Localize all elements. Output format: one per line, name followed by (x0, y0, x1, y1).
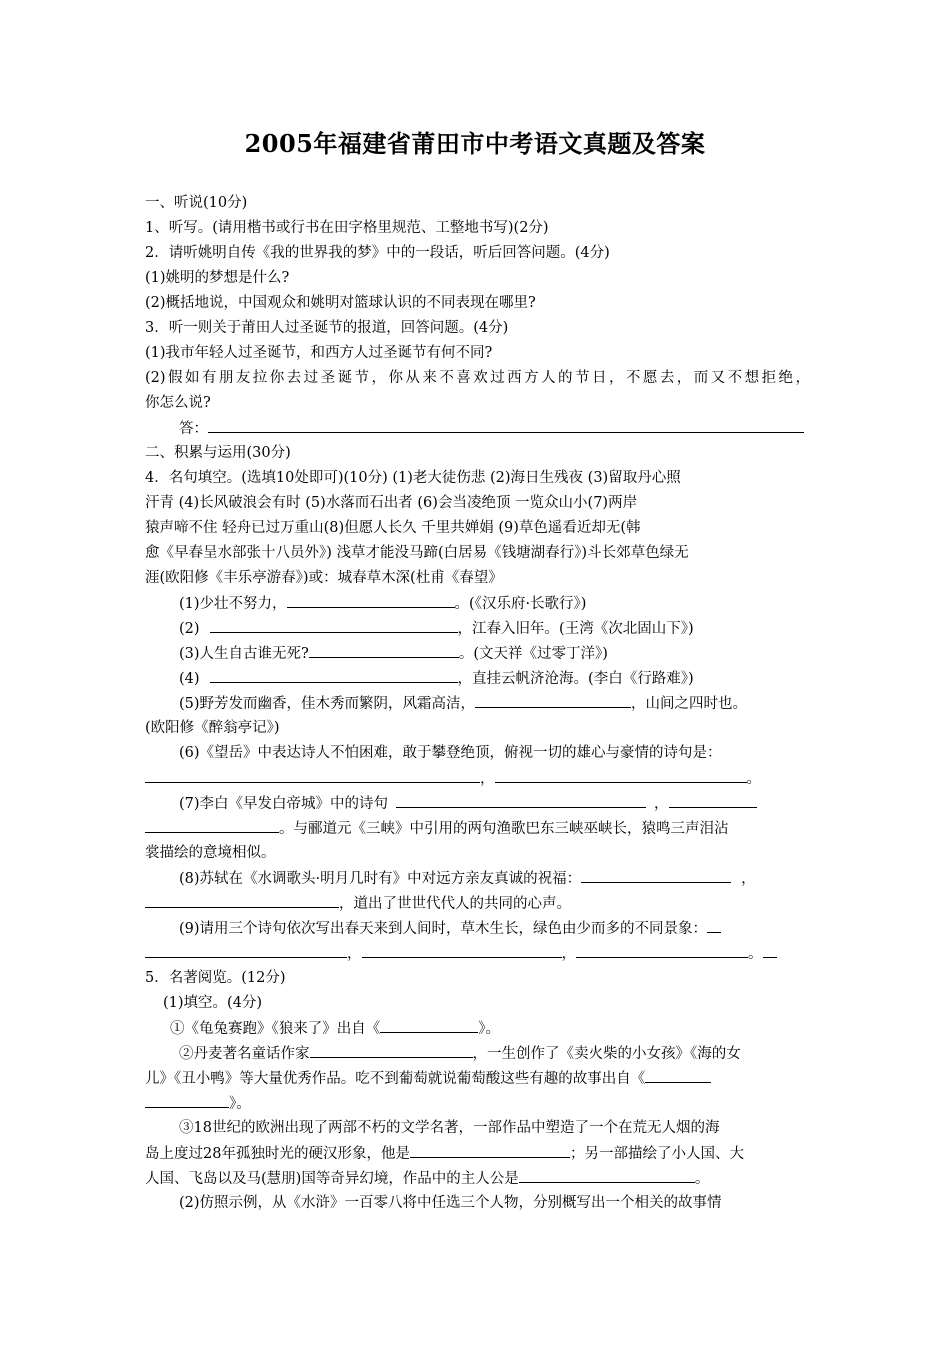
fill-text: (7)李白《早发白帝城》中的诗句 (179, 796, 389, 812)
fill-text: ， (347, 946, 362, 962)
fill-text: 儿》《丑小鸭》等大量优秀作品。吃不到葡萄就说葡萄酸这些有趣的故事出自《 (145, 1071, 646, 1087)
fill-text: ；另一部描绘了小人国、大 (569, 1146, 744, 1162)
fill-blank[interactable] (380, 1016, 478, 1033)
fill-blank[interactable] (519, 1166, 695, 1183)
fill-blank[interactable] (495, 766, 747, 783)
fill-text: 岛上度过28年孤独时光的硬汉形象，他是 (145, 1146, 410, 1162)
question-line: 愈《早春呈水部张十八员外》) 浅草才能没马蹄(白居易《钱塘湖春行》)斗长郊草色绿无 (145, 545, 689, 561)
fill-item-8 (179, 866, 810, 890)
fill-text: (9)请用三个诗句依次写出春天来到人间时，草木生长，绿色由少而多的不同景象： (179, 921, 708, 937)
question-line: (欧阳修《醉翁亭记》) (145, 720, 280, 736)
fill-item-2 (179, 616, 810, 640)
fill-item-9-blanks (145, 941, 810, 965)
fill-text: ， (480, 771, 495, 787)
fill-text: (1)少壮不努力， (179, 596, 287, 612)
fill-text: (8)苏轼在《水调歌头·明月几时有》中对远方亲友真诚的祝福： (179, 871, 582, 887)
fill-blank[interactable] (145, 891, 339, 908)
answer-label: 答： (179, 421, 208, 437)
question-line: 猿声啼不住 轻舟已过万重山(8)但愿人长久 千里共婵娟 (9)草色遥看近却无(韩 (145, 520, 641, 536)
fill-item-8-cont (145, 891, 810, 915)
fill-item-6-blanks (145, 766, 810, 790)
fill-text: 。(文天祥《过零丁洋》) (458, 646, 608, 662)
fill-text: 》。 (229, 1096, 251, 1112)
fill-blank[interactable] (310, 1041, 473, 1058)
fill-text: 。 (746, 771, 761, 787)
question-line: (1)填空。(4分) (163, 995, 263, 1011)
fill-blank[interactable] (576, 941, 748, 958)
fill-item-5-2-end (145, 1091, 810, 1115)
fill-blank[interactable] (145, 816, 279, 833)
fill-blank[interactable] (145, 1091, 229, 1108)
question-line: 5．名著阅览。(12分) (145, 970, 286, 986)
question-line: 裳描绘的意境相似。 (145, 845, 276, 861)
fill-item-5-3 (145, 1141, 810, 1165)
fill-text: 人国、飞岛以及马(慧朋)国等奇异幻境，作品中的主人公是 (145, 1171, 519, 1187)
fill-blank[interactable] (475, 691, 631, 708)
fill-text: ， (741, 871, 756, 887)
fill-item-3 (179, 641, 810, 665)
fill-text: (5)野芳发而幽香，佳木秀而繁阴，风霜高洁， (179, 696, 476, 712)
question-line: (2)仿照示例，从《水浒》一百零八将中任选三个人物，分别概写出一个相关的故事情 (179, 1195, 722, 1211)
fill-blank[interactable] (581, 866, 731, 883)
answer-blank[interactable] (208, 416, 804, 433)
fill-blank[interactable] (309, 641, 459, 658)
question-line: (1)姚明的梦想是什么? (145, 270, 290, 286)
fill-text: ，直挂云帆济沧海。(李白《行路难》) (457, 671, 694, 687)
question-line: (2)概括地说，中国观众和姚明对篮球认识的不同表现在哪里? (145, 295, 536, 311)
fill-text: ，江春入旧年。(王湾《次北固山下》) (457, 621, 694, 637)
fill-text: 。(《汉乐府·长歌行》) (454, 596, 587, 612)
answer-line (179, 416, 810, 440)
document-title: 2005年福建省莆田市中考语文真题及答案 (244, 129, 706, 158)
question-line: 涯(欧阳修《丰乐亭游春》)或：城春草木深(杜甫《春望》 (145, 570, 503, 586)
fill-item-9 (179, 916, 810, 940)
fill-text: ， (654, 796, 669, 812)
fill-blank[interactable] (669, 791, 757, 808)
fill-text: 。 (748, 946, 763, 962)
fill-blank[interactable] (707, 916, 721, 933)
fill-blank[interactable] (362, 941, 562, 958)
question-line: (2)假如有朋友拉你去过圣诞节，你从来不喜欢过西方人的节日，不愿去，而又不想拒绝， (145, 370, 810, 386)
fill-text: ，一生创作了《卖火柴的小女孩》《海的女 (472, 1046, 741, 1062)
fill-text: ②丹麦著名童话作家 (179, 1046, 310, 1062)
question-line: ③18世纪的欧洲出现了两部不朽的文学名著，一部作品中塑造了一个在荒无人烟的海 (179, 1120, 720, 1136)
question-line: 2．请听姚明自传《我的世界我的梦》中的一段话，听后回答问题。(4分) (145, 245, 610, 261)
fill-blank[interactable] (410, 1141, 570, 1158)
fill-text: (3)人生自古谁无死? (179, 646, 309, 662)
question-line: 3．听一则关于莆田人过圣诞节的报道，回答问题。(4分) (145, 320, 509, 336)
question-line: 4．名句填空。(选填10处即可)(10分) (1)老大徒伤悲 (2)海日生残夜 (3)留取丹心照 (145, 470, 681, 486)
fill-text: 。 (694, 1171, 710, 1187)
question-line: (1)我市年轻人过圣诞节，和西方人过圣诞节有何不同? (145, 345, 493, 361)
fill-item-5-2-cont (145, 1066, 810, 1090)
fill-item-5-2 (179, 1041, 810, 1065)
fill-text: ①《龟兔赛跑》《狼来了》出自《 (170, 1021, 381, 1037)
question-line: 汗青 (4)长风破浪会有时 (5)水落而石出者 (6)会当凌绝顶 一览众山小(7)两岸 (145, 495, 638, 511)
fill-text: ，山间之四时也。 (631, 696, 748, 712)
fill-item-5-1 (170, 1016, 810, 1040)
fill-blank[interactable] (210, 666, 458, 683)
fill-item-5-3-cont (145, 1166, 810, 1190)
fill-blank[interactable] (645, 1066, 711, 1083)
fill-blank[interactable] (396, 791, 646, 808)
question-line: 1、听写。(请用楷书或行书在田字格里规范、工整地书写)(2分) (145, 220, 549, 236)
fill-text: (2) (179, 621, 200, 637)
question-line: 你怎么说? (145, 395, 211, 411)
fill-blank[interactable] (210, 616, 458, 633)
fill-item-4 (179, 666, 810, 690)
fill-blank[interactable] (145, 941, 347, 958)
fill-text: ，道出了世世代代人的共同的心声。 (339, 896, 571, 912)
fill-item-1 (179, 591, 810, 615)
fill-blank[interactable] (145, 766, 480, 783)
fill-item-7-cont (145, 816, 810, 840)
fill-item-5 (179, 691, 810, 715)
fill-item-6: (6)《望岳》中表达诗人不怕困难，敢于攀登绝顶，俯视一切的雄心与豪情的诗句是： (179, 745, 722, 761)
fill-text: ， (561, 946, 576, 962)
section-heading: 二、积累与运用(30分) (145, 445, 291, 461)
section-heading: 一、听说(10分) (145, 195, 248, 211)
fill-text: (4) (179, 671, 200, 687)
fill-item-7 (179, 791, 810, 815)
fill-blank[interactable] (763, 941, 777, 958)
fill-blank[interactable] (287, 591, 455, 608)
fill-text: 。与郦道元《三峡》中引用的两句渔歌巴东三峡巫峡长，猿鸣三声泪沾 (279, 821, 729, 837)
fill-text: 》。 (478, 1021, 500, 1037)
